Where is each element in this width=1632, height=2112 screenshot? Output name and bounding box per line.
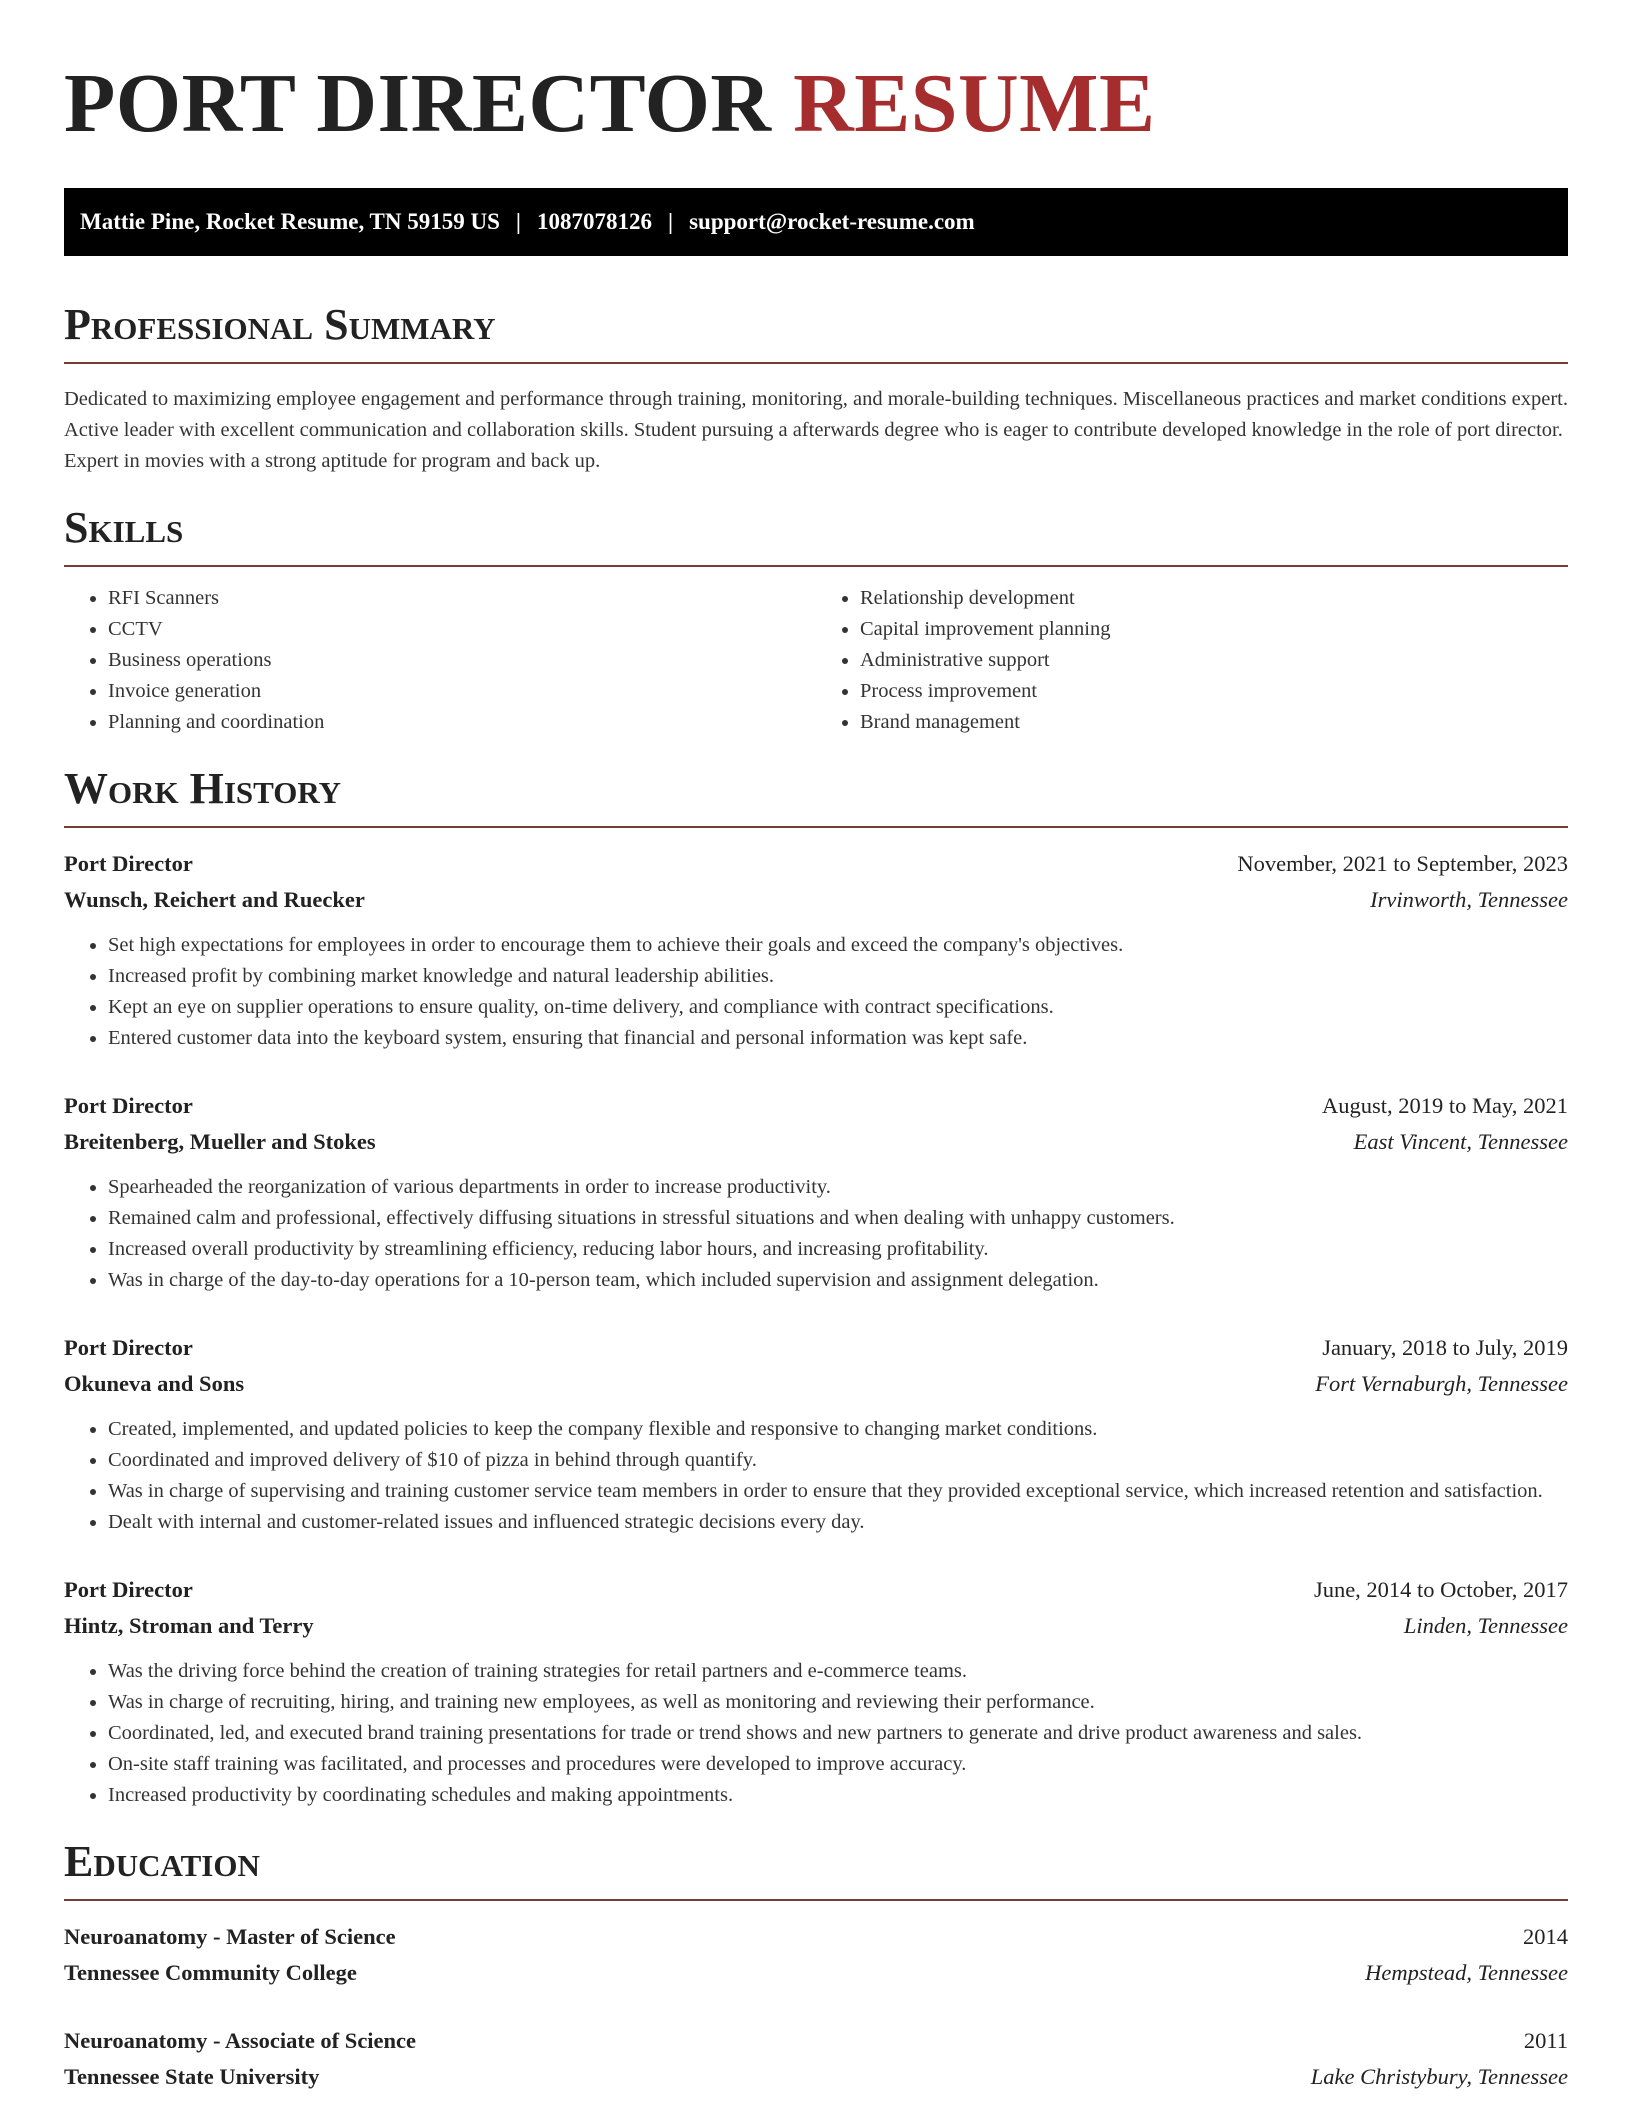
job-duty: • Was in charge of supervising and training customer service team members in order to ensure that they provided exceptional service, which increased retention and satisfaction. [108, 1476, 1568, 1507]
education-school: Tennessee State University [64, 2064, 320, 2089]
job-duty: • Was in charge of recruiting, hiring, and training new employees, as well as monitoring and reviewing their performance. [108, 1687, 1568, 1718]
job-duty: • Coordinated and improved delivery of $10 of pizza in behind through quantify. [108, 1445, 1568, 1476]
education-school: Tennessee Community College [64, 1960, 357, 1985]
education-location: Lake Christybury, Tennessee [1310, 2064, 1568, 2089]
summary-text: Dedicated to maximizing employee engagement and performance through training, monitoring, and morale-building techniques. Miscellaneous practices and market conditions expert. Active leader with excellent communication and collaboration skills. Student pursuing a afterwards degree who is eager to contribute developed knowledge in the role of port director. Expert in movies with a strong aptitude for program and back up. [64, 388, 1568, 472]
job-duty: • Was in charge of the day-to-day operations for a 10-person team, which included supervision and assignment delegation. [108, 1265, 1568, 1296]
job-title: Port Director [64, 1093, 193, 1118]
job-title-row [64, 1572, 1568, 1608]
education-year: 2014 [1523, 1924, 1568, 1949]
job-duty: • Kept an eye on supplier operations to ensure quality, on-time delivery, and compliance with contract specifications. [108, 992, 1568, 1023]
contact-separator: | [515, 209, 521, 234]
job-company: Hintz, Stroman and Terry [64, 1613, 314, 1638]
job-location: Fort Vernaburgh, Tennessee [1315, 1371, 1568, 1396]
contact-separator: | [668, 209, 674, 234]
contact-phone: 1087078126 [537, 209, 652, 234]
job-duty: • Increased productivity by coordinating schedules and making appointments. [108, 1780, 1568, 1811]
job-location: Linden, Tennessee [1403, 1613, 1568, 1638]
summary-section [64, 298, 1568, 477]
job-title-row [64, 846, 1568, 882]
skills-section [64, 501, 1568, 738]
skill-item: • Relationship development [860, 583, 1568, 614]
education-year: 2011 [1523, 2028, 1568, 2053]
job-entry [64, 846, 1568, 1054]
job-entry [64, 1330, 1568, 1538]
job-duty: • Entered customer data into the keyboard system, ensuring that financial and personal information was kept safe. [108, 1023, 1568, 1054]
education-degree: Neuroanatomy - Associate of Science [64, 2028, 417, 2053]
job-company: Okuneva and Sons [64, 1371, 245, 1396]
job-duty: • On-site staff training was facilitated, and processes and procedures were developed to improve accuracy. [108, 1749, 1568, 1780]
education-school-row [64, 1955, 1568, 1991]
job-duty: • Created, implemented, and updated policies to keep the company flexible and responsive to changing market conditions. [108, 1414, 1568, 1445]
contact-email: support@rocket-resume.com [689, 209, 975, 234]
job-duty: • Set high expectations for employees in order to encourage them to achieve their goals and exceed the company's objectives. [108, 930, 1568, 961]
education-location: Hempstead, Tennessee [1365, 1960, 1568, 1985]
job-duty: • Coordinated, led, and executed brand training presentations for trade or trend shows and new partners to generate and drive product awareness and sales. [108, 1718, 1568, 1749]
skills-column-right [816, 583, 1568, 738]
job-company-row [64, 1366, 1568, 1402]
job-dates: June, 2014 to October, 2017 [1313, 1577, 1568, 1602]
job-company: Breitenberg, Mueller and Stokes [64, 1129, 376, 1154]
job-dates: August, 2019 to May, 2021 [1321, 1093, 1568, 1118]
education-school-row [64, 2059, 1568, 2095]
contact-address: Mattie Pine, Rocket Resume, TN 59159 US [80, 209, 500, 234]
education-entry [64, 2023, 1568, 2095]
skill-item: • RFI Scanners [108, 583, 816, 614]
job-title: Port Director [64, 1335, 193, 1360]
skill-item: • Capital improvement planning [860, 614, 1568, 645]
skill-item: • Business operations [108, 645, 816, 676]
skills-heading: Skills [64, 503, 184, 552]
job-location: East Vincent, Tennessee [1353, 1129, 1568, 1154]
work-history-heading: Work History [64, 764, 342, 813]
job-title-row [64, 1088, 1568, 1124]
job-duties [64, 1172, 1568, 1296]
job-duty: • Increased profit by combining market knowledge and natural leadership abilities. [108, 961, 1568, 992]
job-location: Irvinworth, Tennessee [1370, 887, 1568, 912]
skill-item: • CCTV [108, 614, 816, 645]
section-divider [64, 826, 1568, 828]
job-entry [64, 1088, 1568, 1296]
job-duty: • Remained calm and professional, effectively diffusing situations in stressful situations and when dealing with unhappy customers. [108, 1203, 1568, 1234]
education-degree-row [64, 2023, 1568, 2059]
summary-heading: Professional Summary [64, 300, 496, 349]
job-title: Port Director [64, 851, 193, 876]
job-company-row [64, 1124, 1568, 1160]
skill-item: • Brand management [860, 707, 1568, 738]
education-degree: Neuroanatomy - Master of Science [64, 1924, 396, 1949]
job-dates: January, 2018 to July, 2019 [1322, 1335, 1568, 1360]
job-company-row [64, 1608, 1568, 1644]
education-section [64, 1835, 1568, 2095]
skills-column-left [64, 583, 816, 738]
education-degree-row [64, 1919, 1568, 1955]
contact-bar [64, 188, 1568, 256]
education-heading: Education [64, 1837, 260, 1886]
job-duties [64, 1414, 1568, 1538]
job-duty: • Increased overall productivity by streamlining efficiency, reducing labor hours, and increasing profitability. [108, 1234, 1568, 1265]
skills-grid [64, 583, 1568, 738]
job-duty: • Was the driving force behind the creation of training strategies for retail partners and e-commerce teams. [108, 1656, 1568, 1687]
job-title: Port Director [64, 1577, 193, 1602]
section-divider [64, 565, 1568, 567]
job-entry [64, 1572, 1568, 1811]
job-duties [64, 1656, 1568, 1811]
job-duty: • Spearheaded the reorganization of various departments in order to increase productivity. [108, 1172, 1568, 1203]
section-divider [64, 362, 1568, 364]
job-company: Wunsch, Reichert and Ruecker [64, 887, 365, 912]
title-accent: RESUME [793, 57, 1156, 150]
job-duties [64, 930, 1568, 1054]
title-main: PORT DIRECTOR [64, 57, 772, 150]
job-company-row [64, 882, 1568, 918]
job-duty: • Dealt with internal and customer-related issues and influenced strategic decisions every day. [108, 1507, 1568, 1538]
skill-item: • Invoice generation [108, 676, 816, 707]
job-title-row [64, 1330, 1568, 1366]
skill-item: • Process improvement [860, 676, 1568, 707]
education-entry [64, 1919, 1568, 1991]
skill-item: • Administrative support [860, 645, 1568, 676]
page-title [64, 58, 1568, 150]
section-divider [64, 1899, 1568, 1901]
skill-item: • Planning and coordination [108, 707, 816, 738]
job-dates: November, 2021 to September, 2023 [1237, 851, 1568, 876]
work-history-section [64, 762, 1568, 1811]
